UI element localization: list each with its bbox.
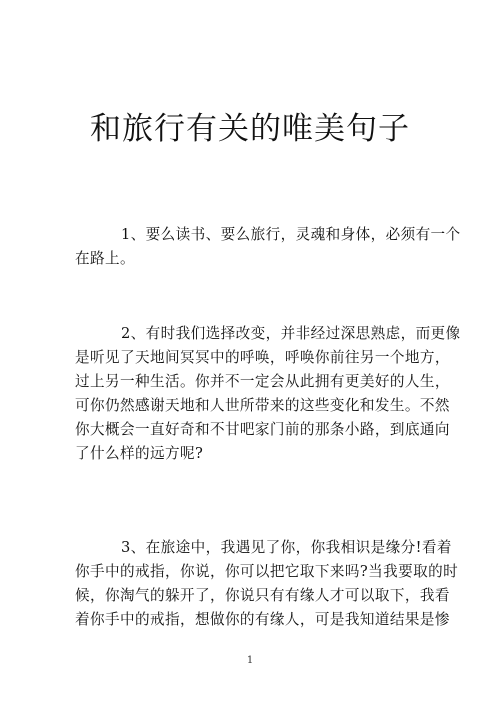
paragraph-line: 1、要么读书、要么旅行，灵魂和身体，必须有一个 [121, 226, 461, 243]
paragraph-line: 你大概会一直好奇和不甘吧家门前的那条小路，到底通向 [75, 421, 450, 438]
paragraph-line: 你手中的戒指，你说，你可以把它取下来吗?当我要取的时 [75, 563, 459, 580]
paragraph-line: 在路上。 [75, 250, 135, 267]
paragraph-line: 过上另一种生活。你并不一定会从此拥有更美好的人生， [75, 373, 450, 390]
paragraph-line: 可你仍然感谢天地和人世所带来的这些变化和发生。不然 [75, 397, 450, 414]
paragraph-line: 候，你淘气的躲开了，你说只有有缘人才可以取下，我看 [75, 587, 450, 604]
paragraph-line: 是听见了天地间冥冥中的呼唤，呼唤你前往另一个地方， [75, 349, 450, 366]
paragraph-line: 2、有时我们选择改变，并非经过深思熟虑，而更像 [121, 325, 461, 342]
paragraph-2 [75, 322, 461, 466]
paragraph-line: 了什么样的远方呢? [75, 445, 204, 462]
page-number: 1 [246, 655, 254, 666]
paragraph-3 [75, 536, 459, 632]
page-title: 和旅行有关的唯美句子 [90, 110, 410, 147]
paragraph-line: 3、在旅途中，我遇见了你，你我相识是缘分!看着 [121, 539, 452, 556]
paragraph-line: 着你手中的戒指，想做你的有缘人，可是我知道结果是惨 [75, 611, 450, 628]
paragraph-1 [75, 223, 461, 271]
